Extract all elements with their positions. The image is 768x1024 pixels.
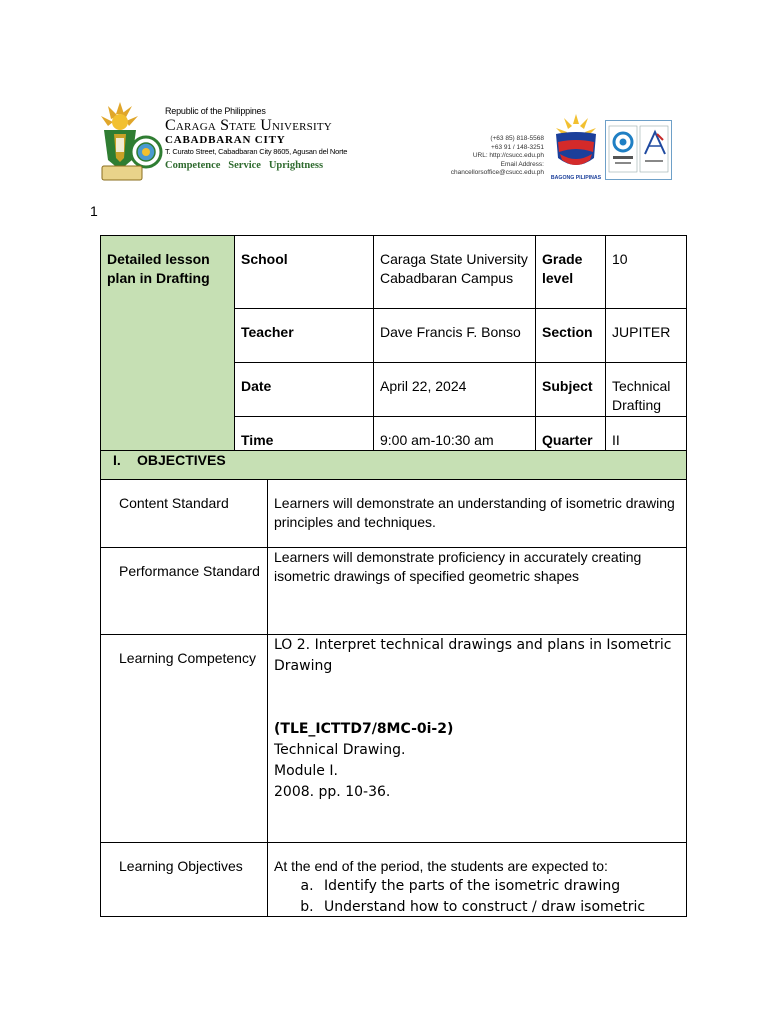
subject-label-cell: [535, 362, 606, 417]
objectives-title: OBJECTIVES: [137, 452, 226, 468]
time-value: 9:00 am-10:30 am: [380, 432, 494, 448]
teacher-label: Teacher: [241, 324, 294, 340]
learning-objectives-label-cell: [100, 842, 268, 917]
learning-competency-lo: LO 2. Interpret technical drawings and plans in Isometric Drawing: [274, 637, 672, 674]
contact-phone-2: +63 91 / 148-3251: [491, 143, 544, 151]
content-standard-label: Content Standard: [119, 495, 229, 511]
learning-objective-item: b. Understand how to construct / draw isometric: [318, 897, 680, 918]
date-value-cell: [373, 362, 536, 417]
objectives-number: I.: [113, 452, 121, 468]
republic-text: Republic of the Philippines: [165, 106, 266, 116]
performance-standard-label: Performance Standard: [119, 563, 260, 579]
university-header-text: [165, 106, 365, 186]
motto-competence: Competence: [165, 160, 221, 171]
learning-objectives-intro: At the end of the period, the students are expected to:: [274, 858, 608, 874]
school-value-cell: [373, 235, 536, 309]
grade-level-value: 10: [612, 251, 628, 267]
subject-value: Technical Drafting: [612, 378, 671, 413]
performance-standard-label-cell: [100, 547, 268, 635]
lesson-plan-title: Detailed lesson plan in Drafting: [107, 251, 210, 286]
quarter-value: II: [612, 432, 620, 448]
school-label-cell: [234, 235, 374, 309]
time-label: Time: [241, 432, 274, 448]
content-standard-value-cell: [267, 479, 687, 548]
school-label: School: [241, 251, 288, 267]
contact-block: [412, 135, 544, 178]
contact-url: URL: http://csucc.edu.ph: [472, 152, 544, 160]
learning-objectives-label: Learning Objectives: [119, 858, 243, 874]
performance-standard-value-cell: [267, 547, 687, 635]
page-number: 1: [90, 203, 98, 219]
university-name: Caraga State University: [165, 117, 332, 134]
contact-email: Email Address: chancellorsoffice@csucc.edu.ph: [450, 160, 544, 177]
grade-level-label-cell: [535, 235, 606, 309]
quarter-label-cell: [535, 416, 606, 451]
motto-service: Service: [228, 160, 261, 171]
section-label-cell: [535, 308, 606, 363]
subject-label: Subject: [542, 378, 593, 394]
motto: [165, 157, 365, 175]
section-label: Section: [542, 324, 593, 340]
learning-competency-label: Learning Competency: [119, 650, 256, 666]
grade-level-value-cell: [605, 235, 687, 309]
date-label: Date: [241, 378, 272, 394]
teacher-value-cell: [373, 308, 536, 363]
learning-competency-ref-1: Technical Drawing.: [274, 742, 406, 758]
contact-phone-1: (+63 85) 818-5568: [490, 135, 544, 142]
motto-uprightness: Uprightness: [268, 160, 324, 171]
content-standard-text: Learners will demonstrate an understanding of isometric drawing principles and techniques.: [274, 495, 675, 530]
section-value-cell: [605, 308, 687, 363]
learning-competency-ref-3: 2008. pp. 10-36.: [274, 784, 391, 800]
learning-objectives-list: [274, 876, 680, 918]
section-value: JUPITER: [612, 324, 671, 340]
school-value: Caraga State University Cabadbaran Campus: [380, 251, 528, 286]
learning-objectives-value-cell: [267, 842, 687, 917]
address-text: T. Curato Street, Cabadbaran City 8605, Agusan del Norte: [165, 147, 348, 156]
lesson-plan-title-cell: [100, 235, 235, 451]
subject-value-cell: [605, 362, 687, 417]
quarter-value-cell: [605, 416, 687, 451]
objectives-heading: [100, 450, 687, 480]
bagong-pilipinas-text: BAGONG PILIPINAS: [550, 175, 602, 181]
learning-competency-code: (TLE_ICTTD7/8MC-0i-2): [274, 721, 454, 737]
teacher-value: Dave Francis F. Bonso: [380, 324, 521, 340]
teacher-label-cell: [234, 308, 374, 363]
time-label-cell: [234, 416, 374, 451]
learning-competency-label-cell: [100, 634, 268, 843]
bagong-pilipinas-logo: [550, 112, 602, 182]
certification-logos: [605, 120, 672, 180]
city-name: CABADBARAN CITY: [165, 134, 286, 146]
learning-competency-value-cell: [267, 634, 687, 843]
date-label-cell: [234, 362, 374, 417]
performance-standard-text: Learners will demonstrate proficiency in accurately creating isometric drawings of specified geometric shapes: [274, 549, 642, 584]
university-seal-logo: [98, 100, 164, 186]
learning-objective-item: a. Identify the parts of the isometric drawing: [318, 876, 680, 897]
quarter-label: Quarter: [542, 432, 593, 448]
content-standard-label-cell: [100, 479, 268, 548]
time-value-cell: [373, 416, 536, 451]
grade-level-label: Grade level: [542, 251, 583, 286]
learning-competency-ref-2: Module I.: [274, 763, 338, 779]
date-value: April 22, 2024: [380, 378, 467, 394]
